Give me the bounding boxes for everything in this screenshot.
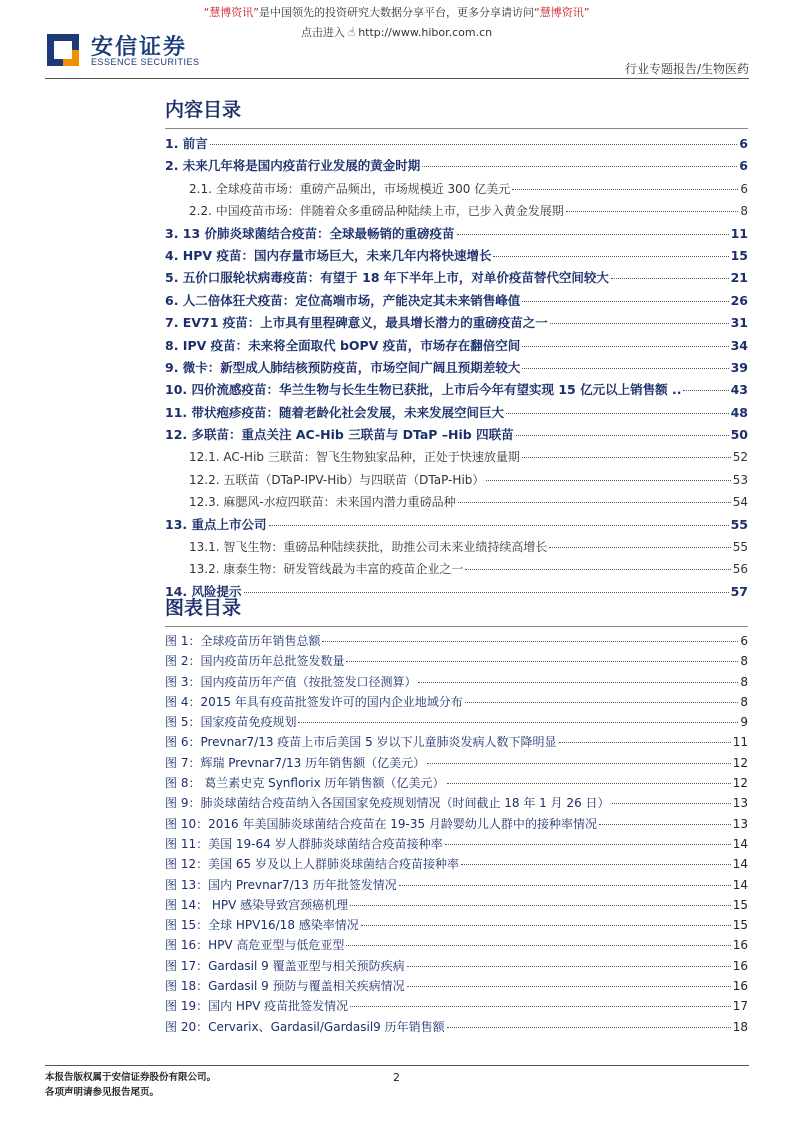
figure-entry-page: 13 — [732, 816, 748, 831]
dot-leader — [346, 944, 730, 946]
footer-divider — [45, 1065, 749, 1066]
toc-entry-text: 9. 微卡：新型成人肺结核预防疫苗，市场空间广阔且预期差较大 — [165, 359, 521, 375]
toc-subentry-page: 54 — [732, 495, 748, 510]
dot-leader — [298, 721, 738, 723]
logo-english-name: ESSENCE SECURITIES — [91, 57, 200, 67]
toc-entry-text: 3. 13 价肺炎球菌结合疫苗：全球最畅销的重磅疫苗 — [165, 225, 455, 241]
toc-subentry[interactable] — [165, 446, 748, 468]
figure-entry[interactable] — [165, 976, 748, 996]
dot-leader — [361, 924, 731, 926]
toc-subentry-text: 2.1. 全球疫苗市场：重磅产品频出，市场规模近 300 亿美元 — [189, 181, 511, 196]
toc-entry-text: 6. 人二倍体狂犬疫苗：定位高端市场，产能决定其未来销售峰值 — [165, 292, 521, 308]
dot-leader — [418, 681, 738, 683]
toc-title-rule — [165, 128, 748, 129]
toc-entry[interactable] — [165, 223, 748, 245]
figure-entry-page: 17 — [732, 999, 748, 1014]
toc-entry-page: 11 — [730, 225, 748, 241]
toc-entry-text: 4. HPV 疫苗：国内存量市场巨大，未来几年内将快速增长 — [165, 247, 492, 263]
toc-subentry-page: 8 — [740, 204, 748, 219]
figure-entry[interactable] — [165, 753, 748, 773]
report-category: 行业专题报告/生物医药 — [624, 62, 749, 76]
toc-entry[interactable] — [165, 290, 748, 312]
toc-entry-text: 12. 多联苗：重点关注 AC-Hib 三联苗与 DTaP –Hib 四联苗 — [165, 427, 514, 443]
figure-entry-text: 图 17：Gardasil 9 覆盖亚型与相关预防疾病 — [165, 958, 405, 973]
figure-entry-page: 12 — [732, 776, 748, 791]
toc-subentry-text: 13.2. 康泰生物：研发管线最为丰富的疫苗企业之一 — [189, 562, 464, 577]
toc-entry-text: 1. 前言 — [165, 136, 208, 151]
toc-entry-text: 5. 五价口服轮状病毒疫苗：有望于 18 年下半年上市，对单价疫苗替代空间较大 — [165, 270, 609, 286]
dot-leader — [244, 591, 729, 593]
figure-entry-page: 14 — [732, 877, 748, 892]
dot-leader — [458, 501, 731, 503]
dot-leader — [350, 904, 731, 906]
hibor-link[interactable]: http://www.hibor.com.cn — [358, 26, 493, 39]
visit-prefix: 点击进入 — [300, 26, 345, 39]
toc-subentry[interactable] — [165, 491, 748, 513]
toc-entry[interactable] — [165, 514, 748, 536]
toc-entry-page: 43 — [730, 382, 748, 398]
dot-leader — [683, 389, 728, 391]
toc-entry-text: 2. 未来几年将是国内疫苗行业发展的黄金时期 — [165, 158, 421, 174]
figure-entry-text: 图 18：Gardasil 9 预防与覆盖相关疾病情况 — [165, 979, 405, 994]
figure-entry-text: 图 11：美国 19-64 岁人群肺炎球菌结合疫苗接种率 — [165, 836, 443, 851]
dot-leader — [612, 802, 731, 804]
figure-entry[interactable] — [165, 814, 748, 834]
dot-leader — [512, 188, 738, 190]
toc-entry[interactable] — [165, 267, 748, 289]
figure-entry[interactable] — [165, 915, 748, 935]
figure-entry-page: 16 — [732, 958, 748, 973]
figures-list — [165, 631, 748, 1037]
toc-entry-page: 31 — [730, 315, 748, 331]
dot-leader — [447, 1026, 731, 1028]
figure-entry-text: 图 15：全球 HPV16/18 感染率情况 — [165, 918, 359, 933]
toc-entry[interactable] — [165, 402, 748, 424]
figure-entry[interactable] — [165, 1017, 748, 1037]
figure-entry-page: 11 — [732, 735, 748, 750]
dot-leader — [427, 762, 731, 764]
figure-entry-text: 图 2：国内疫苗历年总批签发数量 — [165, 654, 345, 669]
toc-entry[interactable] — [165, 155, 748, 177]
toc-subentry-text: 12.3. 麻腮风-水痘四联苗：未来国内潜力重磅品种 — [189, 495, 456, 510]
dot-leader — [486, 479, 730, 481]
figure-entry-page: 16 — [732, 938, 748, 953]
figure-entry-page: 8 — [740, 674, 748, 689]
figure-entry-page: 9 — [740, 715, 748, 730]
figures-title: 图表目录 — [165, 597, 242, 619]
figure-entry-text: 图 3：国内疫苗历年产值（按批签发口径测算） — [165, 674, 417, 689]
figure-entry-page: 14 — [732, 857, 748, 872]
dot-leader — [465, 701, 739, 703]
figure-entry-page: 15 — [732, 897, 748, 912]
notice-text: 是中国领先的投资研究大数据分享平台，更多分享请访问 — [259, 6, 534, 19]
figure-entry-text: 图 19：国内 HPV 疫苗批签发情况 — [165, 999, 349, 1014]
dot-leader — [566, 210, 739, 212]
toc-entry[interactable] — [165, 133, 748, 155]
dot-leader — [550, 322, 729, 324]
toc-entry[interactable] — [165, 424, 748, 446]
figure-entry[interactable] — [165, 996, 748, 1016]
essence-logo-icon — [45, 32, 81, 68]
toc-subentry[interactable] — [165, 469, 748, 491]
figure-entry-text: 图 10：2016 年美国肺炎球菌结合疫苗在 19-35 月龄婴幼儿人群中的接种率情况 — [165, 816, 597, 831]
figure-entry[interactable] — [165, 895, 748, 915]
logo-chinese-name: 安信证券 — [91, 35, 188, 60]
dot-leader — [559, 741, 731, 743]
page-number: 2 — [393, 1071, 400, 1084]
dot-leader — [445, 843, 731, 845]
toc-entry-page: 15 — [730, 247, 748, 263]
dot-leader — [493, 255, 728, 257]
dot-leader — [611, 277, 729, 279]
toc-entry-page: 21 — [730, 270, 748, 286]
dot-leader — [407, 965, 731, 967]
toc-entry[interactable] — [165, 335, 748, 357]
toc-entry-page: 26 — [730, 292, 748, 308]
figure-entry[interactable] — [165, 651, 748, 671]
toc-subentry-text: 12.2. 五联苗（DTaP-IPV-Hib）与四联苗（DTaP-Hib） — [189, 472, 485, 487]
toc-subentry[interactable] — [165, 178, 748, 200]
dot-leader — [407, 985, 731, 987]
toc-entry-text: 7. EV71 疫苗：上市具有里程碑意义，最具增长潜力的重磅疫苗之一 — [165, 315, 548, 331]
dot-leader — [549, 546, 730, 548]
figure-entry-text: 图 20：Cervarix、Gardasil/Gardasil9 历年销售额 — [165, 1019, 445, 1034]
figure-entry[interactable] — [165, 875, 748, 895]
footer-copyright: 本报告版权属于安信证券股份有限公司。 — [45, 1072, 217, 1083]
toc-subentry-page: 52 — [732, 450, 748, 465]
figure-entry[interactable] — [165, 692, 748, 712]
figure-entry-page: 16 — [732, 979, 748, 994]
figure-entry[interactable] — [165, 935, 748, 955]
figure-entry[interactable] — [165, 773, 748, 793]
notice-brand-2: “慧博资讯” — [534, 6, 590, 19]
toc-subentry-text: 2.2. 中国疫苗市场：伴随着众多重磅品种陆续上市，已步入黄金发展期 — [189, 204, 564, 219]
toc-subentry-page: 53 — [732, 472, 748, 487]
figure-entry-text: 图 14： HPV 感染导致宫颈癌机理 — [165, 897, 349, 912]
figure-entry-text: 图 1：全球疫苗历年销售总额 — [165, 634, 321, 648]
figure-entry-text: 图 12：美国 65 岁及以上人群肺炎球菌结合疫苗接种率 — [165, 857, 459, 872]
dot-leader — [522, 345, 728, 347]
figure-entry-text: 图 13：国内 Prevnar7/13 历年批签发情况 — [165, 877, 397, 892]
toc-entry[interactable] — [165, 357, 748, 379]
figure-entry-text: 图 16：HPV 高危亚型与低危亚型 — [165, 938, 345, 953]
toc-subentry[interactable] — [165, 200, 748, 222]
dot-leader — [399, 884, 731, 886]
toc-entry-page: 48 — [730, 404, 748, 420]
figure-entry[interactable] — [165, 631, 748, 651]
figure-entry[interactable] — [165, 712, 748, 732]
figure-entry[interactable] — [165, 793, 748, 813]
toc-subentry-page: 56 — [732, 562, 748, 577]
figure-entry-text: 图 6：Prevnar7/13 疫苗上市后美国 5 岁以下儿童肺炎发病人数下降明显 — [165, 735, 557, 750]
toc-entry-page: 39 — [730, 359, 748, 375]
figure-entry-text: 图 5：国家疫苗免疫规划 — [165, 715, 297, 730]
toc-entry-text: 10. 四价流感疫苗：华兰生物与长生生物已获批，上市后今年有望实现 15 亿元以上销售额 .. — [165, 382, 682, 398]
toc-subentry[interactable] — [165, 558, 748, 580]
toc-entry-page: 57 — [730, 583, 748, 599]
toc-entry[interactable] — [165, 245, 748, 267]
dot-leader — [422, 165, 737, 167]
toc-subentry[interactable] — [165, 536, 748, 558]
figure-entry[interactable] — [165, 834, 748, 854]
dot-leader — [465, 568, 730, 570]
toc-entry-page: 6 — [739, 136, 748, 151]
top-notice — [0, 6, 793, 20]
toc-entry[interactable] — [165, 379, 748, 401]
dot-leader — [506, 412, 729, 414]
dot-leader — [322, 640, 738, 642]
footer-statement: 各项声明请参见报告尾页。 — [45, 1087, 160, 1098]
toc-entry-page: 50 — [730, 427, 748, 443]
figures-title-rule — [165, 626, 748, 627]
figures-toc — [165, 594, 748, 1037]
toc-entry-text: 11. 带状疱疹疫苗：随着老龄化社会发展，未来发展空间巨大 — [165, 404, 504, 420]
toc-entry-page: 34 — [730, 337, 748, 353]
figure-entry-page: 15 — [732, 918, 748, 933]
company-logo — [45, 30, 205, 70]
figure-entry-page: 8 — [740, 694, 748, 709]
toc-entry-page: 6 — [739, 158, 748, 174]
toc-title: 内容目录 — [165, 99, 242, 121]
figure-entry[interactable] — [165, 672, 748, 692]
dot-leader — [210, 143, 737, 145]
dot-leader — [522, 367, 728, 369]
dot-leader — [522, 300, 728, 302]
figure-entry-page: 6 — [740, 634, 748, 648]
dot-leader — [516, 434, 729, 436]
figure-entry[interactable] — [165, 854, 748, 874]
dot-leader — [346, 660, 738, 662]
toc-entry[interactable] — [165, 312, 748, 334]
figure-entry-page: 18 — [732, 1019, 748, 1034]
figure-entry-text: 图 9：肺炎球菌结合疫苗纳入各国国家免疫规划情况（时间截止 18 年 1 月 26 日） — [165, 796, 610, 811]
toc-entry-text: 14. 风险提示 — [165, 583, 242, 599]
figure-entry-text: 图 4：2015 年具有疫苗批签发许可的国内企业地域分布 — [165, 694, 463, 709]
dot-leader — [599, 823, 731, 825]
toc-entry-page: 55 — [730, 516, 748, 532]
dot-leader — [461, 863, 731, 865]
toc-list — [165, 133, 748, 603]
dot-leader — [457, 233, 729, 235]
contents-toc — [165, 96, 748, 603]
header-divider — [45, 78, 749, 79]
figure-entry[interactable] — [165, 732, 748, 752]
toc-subentry-text: 13.1. 智飞生物：重磅品种陆续获批，助推公司未来业绩持续高增长 — [189, 540, 548, 555]
figure-entry-text: 图 8： 葛兰素史克 Synflorix 历年销售额（亿美元） — [165, 776, 445, 791]
pointer-hand-icon: ☝ — [347, 25, 356, 39]
toc-entry-text: 8. IPV 疫苗：未来将全面取代 bOPV 疫苗，市场存在翻倍空间 — [165, 337, 521, 353]
toc-subentry-page: 55 — [732, 540, 748, 555]
toc-entry-text: 13. 重点上市公司 — [165, 516, 267, 532]
figure-entry-page: 12 — [732, 755, 748, 770]
figure-entry-page: 8 — [740, 654, 748, 669]
figure-entry-page: 14 — [732, 836, 748, 851]
figure-entry[interactable] — [165, 956, 748, 976]
dot-leader — [350, 1005, 731, 1007]
dot-leader — [522, 456, 731, 458]
dot-leader — [269, 524, 729, 526]
toc-subentry-text: 12.1. AC-Hib 三联苗：智飞生物独家品种，正处于快速放量期 — [189, 450, 520, 465]
dot-leader — [447, 782, 731, 784]
figure-entry-text: 图 7：辉瑞 Prevnar7/13 历年销售额（亿美元） — [165, 755, 426, 770]
toc-subentry-page: 6 — [740, 181, 748, 196]
notice-brand: “慧博资讯” — [203, 6, 259, 19]
figure-entry-page: 13 — [732, 796, 748, 811]
